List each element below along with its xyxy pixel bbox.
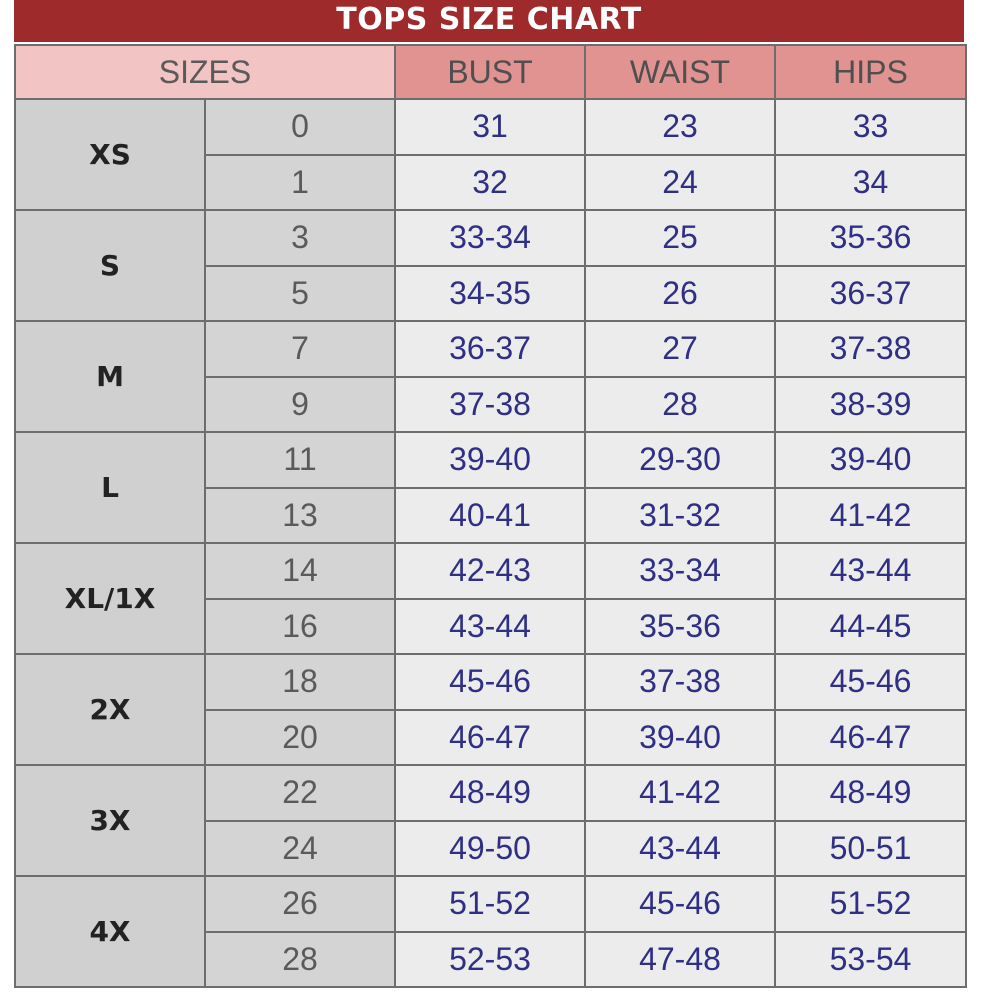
size-table	[14, 44, 967, 988]
hips-value: 34	[775, 155, 966, 211]
table-row	[15, 543, 966, 599]
bust-value: 31	[395, 99, 585, 155]
numeric-size-cell: 26	[205, 876, 395, 932]
header-waist: WAIST	[585, 45, 775, 99]
hips-value: 37-38	[775, 321, 966, 377]
waist-value: 33-34	[585, 543, 775, 599]
size-group-label: 3X	[15, 765, 205, 876]
numeric-size-cell: 7	[205, 321, 395, 377]
numeric-size-cell: 11	[205, 432, 395, 488]
table-row	[15, 210, 966, 266]
numeric-size-cell: 28	[205, 932, 395, 988]
numeric-size-cell: 9	[205, 377, 395, 433]
numeric-size-cell: 16	[205, 599, 395, 655]
waist-value: 37-38	[585, 654, 775, 710]
hips-value: 51-52	[775, 876, 966, 932]
numeric-size-cell: 13	[205, 488, 395, 544]
table-body	[15, 99, 966, 987]
size-group-label: M	[15, 321, 205, 432]
numeric-size-cell: 22	[205, 765, 395, 821]
bust-value: 37-38	[395, 377, 585, 433]
hips-value: 46-47	[775, 710, 966, 766]
hips-value: 53-54	[775, 932, 966, 988]
bust-value: 36-37	[395, 321, 585, 377]
hips-value: 38-39	[775, 377, 966, 433]
numeric-size-cell: 14	[205, 543, 395, 599]
size-group-label: XL/1X	[15, 543, 205, 654]
waist-value: 45-46	[585, 876, 775, 932]
hips-value: 44-45	[775, 599, 966, 655]
numeric-size-cell: 0	[205, 99, 395, 155]
table-row	[15, 321, 966, 377]
hips-value: 33	[775, 99, 966, 155]
bust-value: 40-41	[395, 488, 585, 544]
bust-value: 33-34	[395, 210, 585, 266]
waist-value: 47-48	[585, 932, 775, 988]
hips-value: 41-42	[775, 488, 966, 544]
table-row	[15, 876, 966, 932]
numeric-size-cell: 3	[205, 210, 395, 266]
hips-value: 43-44	[775, 543, 966, 599]
waist-value: 28	[585, 377, 775, 433]
numeric-size-cell: 18	[205, 654, 395, 710]
waist-value: 25	[585, 210, 775, 266]
table-row	[15, 99, 966, 155]
header-bust: BUST	[395, 45, 585, 99]
header-sizes: SIZES	[15, 45, 395, 99]
size-group-label: 4X	[15, 876, 205, 987]
hips-value: 36-37	[775, 266, 966, 322]
size-group-label: L	[15, 432, 205, 543]
chart-title: TOPS SIZE CHART	[14, 0, 964, 42]
waist-value: 39-40	[585, 710, 775, 766]
waist-value: 23	[585, 99, 775, 155]
bust-value: 45-46	[395, 654, 585, 710]
bust-value: 49-50	[395, 821, 585, 877]
bust-value: 39-40	[395, 432, 585, 488]
size-group-label: XS	[15, 99, 205, 210]
waist-value: 26	[585, 266, 775, 322]
hips-value: 39-40	[775, 432, 966, 488]
table-row	[15, 654, 966, 710]
size-group-label: S	[15, 210, 205, 321]
numeric-size-cell: 1	[205, 155, 395, 211]
hips-value: 45-46	[775, 654, 966, 710]
hips-value: 50-51	[775, 821, 966, 877]
waist-value: 31-32	[585, 488, 775, 544]
waist-value: 24	[585, 155, 775, 211]
numeric-size-cell: 5	[205, 266, 395, 322]
table-row	[15, 432, 966, 488]
bust-value: 34-35	[395, 266, 585, 322]
bust-value: 32	[395, 155, 585, 211]
bust-value: 52-53	[395, 932, 585, 988]
hips-value: 48-49	[775, 765, 966, 821]
waist-value: 29-30	[585, 432, 775, 488]
bust-value: 46-47	[395, 710, 585, 766]
size-group-label: 2X	[15, 654, 205, 765]
waist-value: 27	[585, 321, 775, 377]
header-hips: HIPS	[775, 45, 966, 99]
bust-value: 48-49	[395, 765, 585, 821]
waist-value: 41-42	[585, 765, 775, 821]
header-row	[15, 45, 966, 99]
table-row	[15, 765, 966, 821]
bust-value: 51-52	[395, 876, 585, 932]
numeric-size-cell: 24	[205, 821, 395, 877]
numeric-size-cell: 20	[205, 710, 395, 766]
waist-value: 43-44	[585, 821, 775, 877]
waist-value: 35-36	[585, 599, 775, 655]
bust-value: 42-43	[395, 543, 585, 599]
hips-value: 35-36	[775, 210, 966, 266]
bust-value: 43-44	[395, 599, 585, 655]
